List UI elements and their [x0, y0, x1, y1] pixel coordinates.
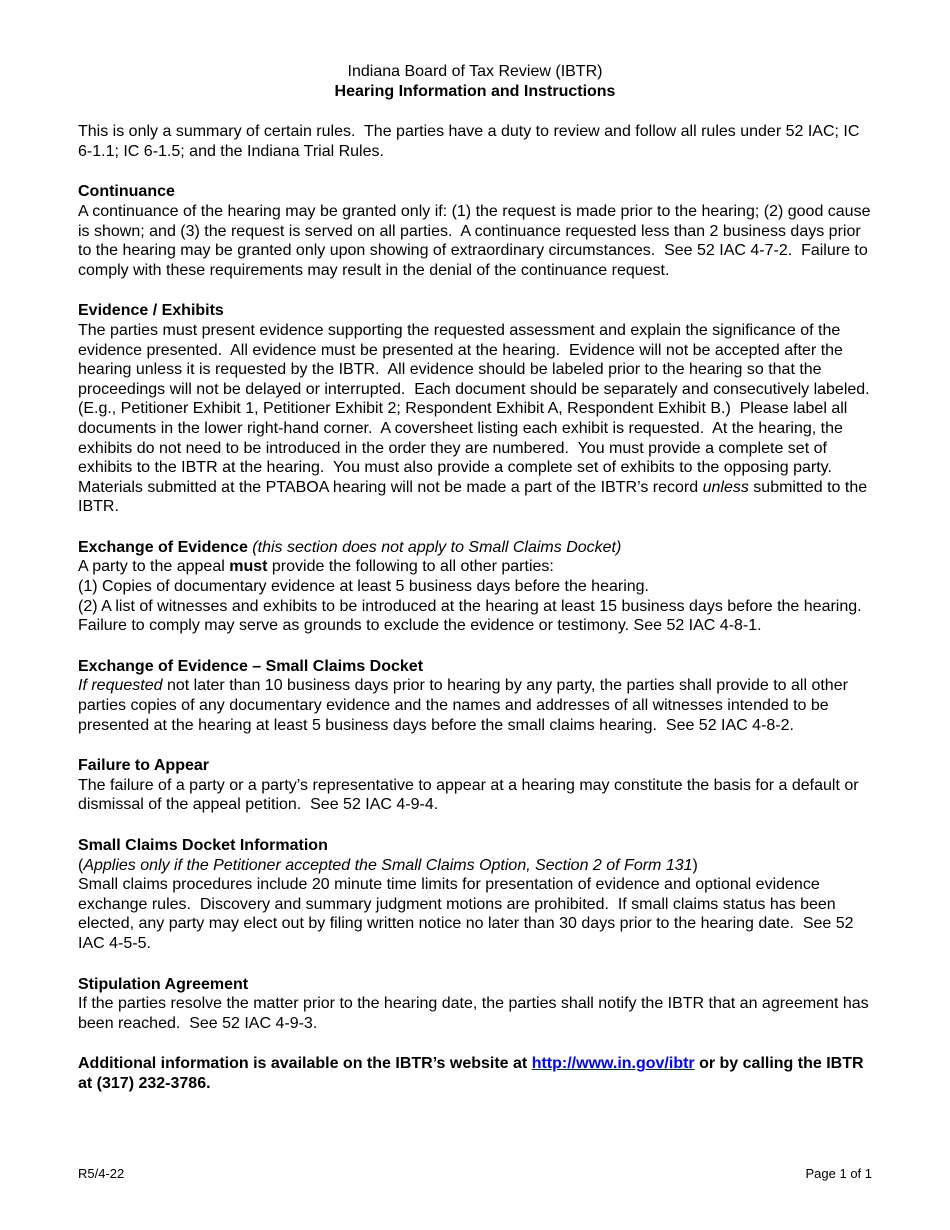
additional-info-start: Additional information is available on the IBTR’s website at: [78, 1055, 532, 1073]
note-paren-open: (: [78, 856, 84, 874]
small-claims-info-body: Small claims procedures include 20 minute time limits for presentation of evidence and optional evidence exchange rules. Discovery and summary judgment motions are prohibited. If small claims status has been elected, any party may elect out by filing written notice no later than 30 days prior to the hearing date. See 52 IAC 4-5-5.: [78, 876, 859, 952]
exchange-small-claims-lead-italic: If requested: [78, 677, 163, 695]
footer-revision: R5/4-22: [78, 1166, 125, 1181]
section-continuance: [78, 182, 875, 280]
small-claims-info-heading: Small Claims Docket Information: [78, 837, 328, 854]
exchange-small-claims-heading: Exchange of Evidence – Small Claims Docket: [78, 657, 424, 675]
exchange-heading-line: [78, 538, 872, 558]
intro-paragraph: This is only a summary of certain rules. The parties have a duty to review and follow all rules under 52 IAC; IC 6-1.1; IC 6-1.5; and the Indiana Trial Rules.: [78, 123, 864, 160]
exchange-list-item-2: (2) A list of witnesses and exhibits to be introduced at the hearing at least 15 business days before the hearing.: [78, 597, 862, 615]
exchange-heading: Exchange of Evidence: [78, 538, 248, 556]
section-exchange-small-claims: [78, 657, 872, 735]
continuance-body: A continuance of the hearing may be granted only if: (1) the request is made prior to the hearing; (2) good cause is shown; and (3) the request is served on all parties. A continuance requested less than 2 business days prior to the hearing may be granted only upon showing of extraordinary circumstances. See 52 IAC 4-7-2. Failure to comply with these requirements may result in the denial of the continuance request.: [78, 202, 875, 279]
intro-section: [78, 122, 872, 161]
failure-to-appear-heading: Failure to Appear: [78, 757, 209, 775]
exchange-small-claims-body-text: not later than 10 business days prior to hearing by any party, the parties shall provide to all other parties copies of any documentary evidence and the names and addresses of all witnesses intended to be presented at the hearing at least 5 business days before the small claims hearing. See 52 IAC 4-8-2.: [78, 677, 853, 734]
evidence-body: [78, 321, 875, 517]
additional-info-section: [78, 1054, 872, 1093]
exchange-heading-note: (this section does not apply to Small Claims Docket): [247, 538, 622, 556]
evidence-body-end: submitted to the IBTR.: [78, 478, 872, 516]
section-small-claims-info: [78, 836, 872, 954]
section-exchange-of-evidence: [78, 538, 872, 636]
note-paren-close: ): [692, 856, 698, 874]
footer-page-number: Page 1 of 1: [805, 1166, 872, 1181]
section-stipulation: [78, 975, 872, 1034]
evidence-italic-word: unless: [702, 478, 749, 496]
exchange-lead-line: [78, 557, 872, 577]
exchange-closing: Failure to comply may serve as grounds to exclude the evidence or testimony. See 52 IAC 4-8-1.: [78, 617, 762, 635]
continuance-heading: Continuance: [78, 183, 175, 201]
additional-info-end: or by calling the IBTR at (317) 232-3786.: [78, 1055, 868, 1092]
evidence-body-start: The parties must present evidence supporting the requested assessment and explain the significance of the evidence presented. All evidence must be presented at the hearing. Evidence will not be accepted after the hearing unless it is requested by the IBTR. All evidence should be labeled prior to the hearing so that the proceedings will not be delayed or interrupted. Each document should be separately and consecutively labeled. (E.g., Petitioner Exhibit 1, Petitioner Exhibit 2; Respondent Exhibit A, Respondent Exhibit B.) Please label all documents in the lower right-hand corner. A coversheet listing each exhibit is requested. At the hearing, the exhibits do not need to be introduced in the order they are numbered. You must provide a complete set of exhibits to the IBTR at the hearing. You must also provide a complete set of exhibits to the opposing party. Materials submitted at the PTABOA hearing will not be made a part of the IBTR’s record: [78, 321, 875, 496]
section-failure-to-appear: [78, 756, 872, 815]
exchange-list-item-1: (1) Copies of documentary evidence at least 5 business days before the hearing.: [78, 578, 649, 596]
website-link[interactable]: http://www.in.gov/ibtr: [531, 1055, 695, 1073]
exchange-lead-bold: must: [229, 558, 268, 576]
document-header: [78, 62, 872, 101]
failure-to-appear-body: The failure of a party or a party’s representative to appear at a hearing may constitute the basis for a default or dismissal of the appeal petition. See 52 IAC 4-9-4.: [78, 776, 864, 814]
page-footer: [78, 1166, 872, 1182]
evidence-heading: Evidence / Exhibits: [78, 302, 224, 320]
small-claims-info-note: [78, 856, 872, 876]
additional-info-paragraph: [78, 1054, 872, 1093]
document-title: Hearing Information and Instructions: [334, 82, 616, 100]
stipulation-heading: Stipulation Agreement: [78, 975, 249, 993]
stipulation-body: If the parties resolve the matter prior to the hearing date, the parties shall notify the IBTR that an agreement has been reached. See 52 IAC 4-9-3.: [78, 995, 874, 1032]
small-claims-info-note-italic: Applies only if the Petitioner accepted the Small Claims Option, Section 2 of Form 131: [83, 856, 693, 874]
section-evidence-exhibits: [78, 301, 875, 517]
exchange-lead-start: A party to the appeal: [78, 558, 230, 576]
exchange-lead-end: provide the following to all other parties:: [267, 558, 554, 576]
exchange-small-claims-body: [78, 676, 872, 735]
org-title: Indiana Board of Tax Review (IBTR): [347, 63, 603, 80]
